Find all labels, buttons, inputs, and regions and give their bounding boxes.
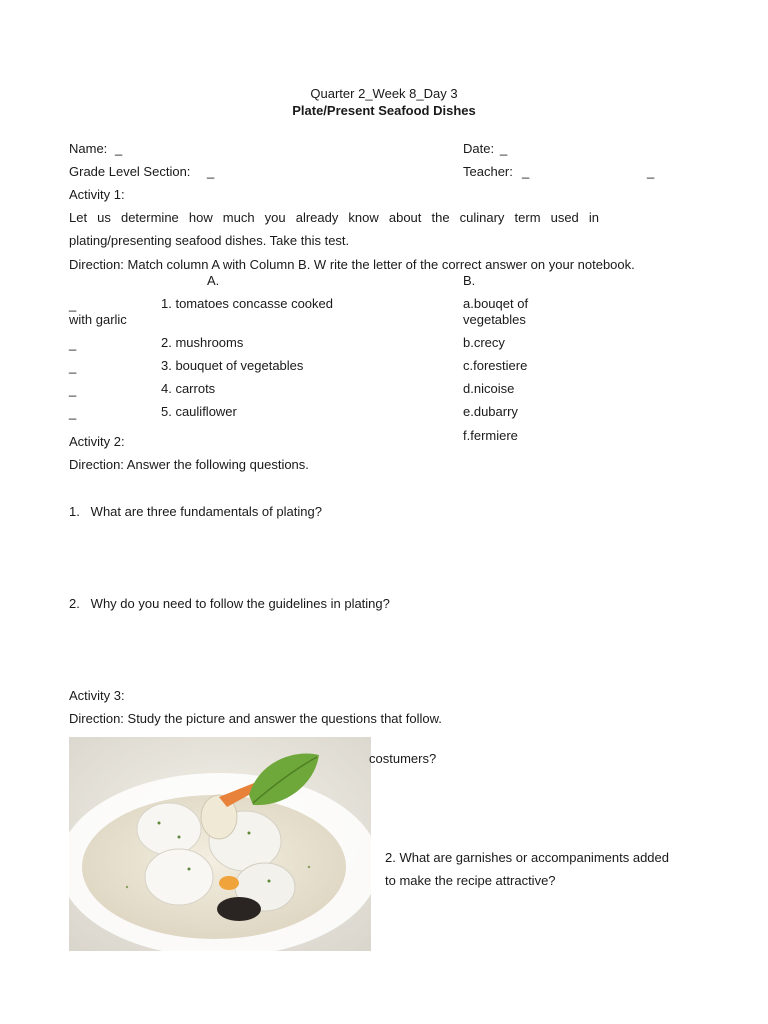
answer-blank-5: _ [69, 405, 77, 420]
grade-level-blank: _ [207, 164, 215, 179]
column-a-item-3: 3. bouquet of vegetables [161, 358, 304, 373]
page-title: Plate/Present Seafood Dishes [292, 103, 476, 118]
column-a-item-1: 1. tomatoes concasse cooked [161, 296, 333, 311]
answer-blank-4: _ [69, 382, 77, 397]
date-label: Date: [463, 141, 495, 156]
activity2-question-2: 2. Why do you need to follow the guidelines in plating? [69, 596, 390, 611]
activity1-intro-line2: plating/presenting seafood dishes. Take this test. [69, 233, 350, 248]
activity3-heading: Activity 3: [69, 688, 125, 703]
column-a-header: A. [207, 273, 220, 288]
activity1-intro-line1: Let us determine how much you already know about the culinary term used in [69, 210, 599, 225]
teacher-label: Teacher: [463, 164, 513, 179]
column-b-item-e: e.dubarry [463, 404, 518, 419]
answer-blank-1: _ [69, 297, 77, 312]
teacher-blank-end: _ [647, 164, 655, 179]
column-a-item-5: 5. cauliflower [161, 404, 237, 419]
activity2-heading: Activity 2: [69, 434, 125, 449]
seafood-dish-photo [69, 737, 371, 951]
column-a-item-2: 2. mushrooms [161, 335, 244, 350]
name-label: Name: [69, 141, 108, 156]
column-b-item-d: d.nicoise [463, 381, 515, 396]
column-b-header: B. [463, 273, 476, 288]
activity3-question-2-line2: to make the recipe attractive? [385, 873, 556, 888]
column-b-item-a: a.bouqet of [463, 296, 529, 311]
grade-level-label: Grade Level Section: [69, 164, 191, 179]
column-a-item-4: 4. carrots [161, 381, 216, 396]
activity3-question-2-line1: 2. What are garnishes or accompaniments added [385, 850, 669, 865]
activity2-question-1: 1. What are three fundamentals of plating? [69, 504, 322, 519]
quarter-label: Quarter 2_Week 8_Day 3 [310, 86, 458, 101]
activity1-direction: Direction: Match column A with Column B. W rite the letter of the correct answer on your notebook. [69, 257, 635, 272]
answer-blank-3: _ [69, 359, 77, 374]
column-b-item-a-cont: vegetables [463, 312, 526, 327]
activity2-direction: Direction: Answer the following questions. [69, 457, 309, 472]
name-blank: _ [115, 141, 123, 156]
column-b-item-f: f.fermiere [463, 428, 518, 443]
date-blank: _ [500, 141, 508, 156]
activity3-direction: Direction: Study the picture and answer the questions that follow. [69, 711, 442, 726]
column-b-item-b: b.crecy [463, 335, 505, 350]
answer-blank-2: _ [69, 336, 77, 351]
activity1-heading: Activity 1: [69, 187, 125, 202]
column-b-item-c: c.forestiere [463, 358, 528, 373]
activity3-question-1-fragment: costumers? [369, 751, 437, 766]
teacher-blank: _ [522, 164, 530, 179]
column-a-item-1-cont: with garlic [69, 312, 127, 327]
